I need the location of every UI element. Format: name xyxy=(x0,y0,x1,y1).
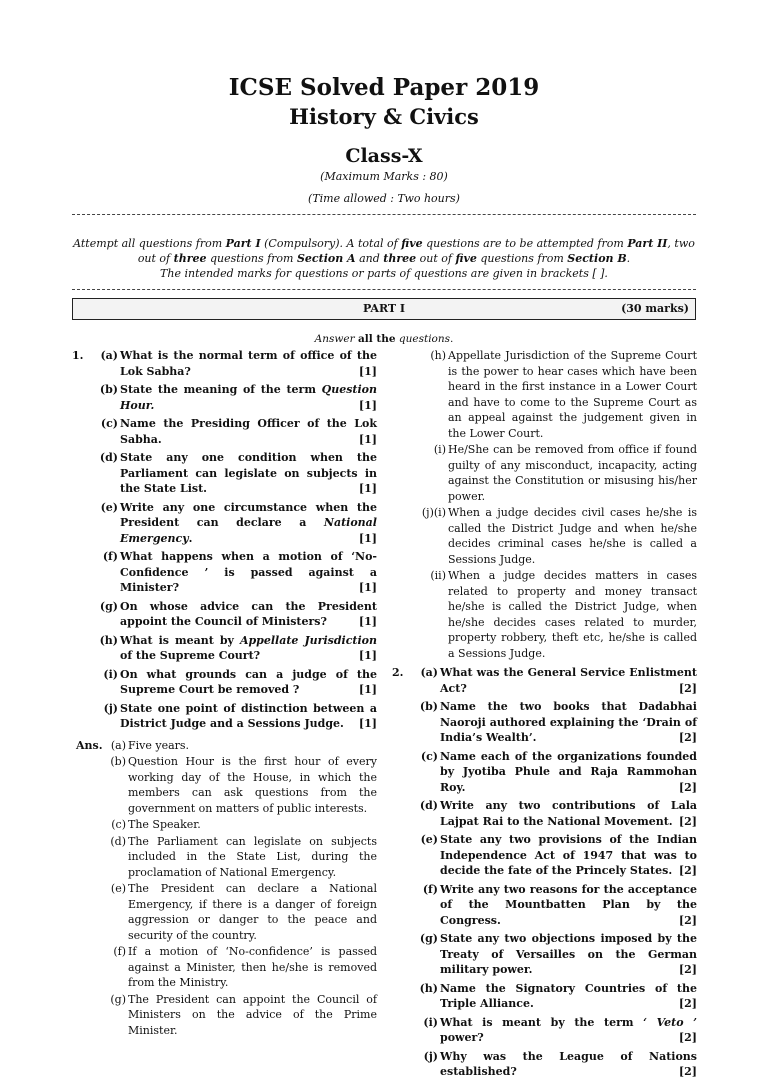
question-label: (g) xyxy=(99,599,118,613)
paper-title: ICSE Solved Paper 2019 xyxy=(228,74,540,101)
answer-item xyxy=(72,817,377,833)
question-item xyxy=(72,416,377,447)
answer-item xyxy=(392,348,697,441)
question-marks: [2] xyxy=(678,864,697,877)
question-label: (c) xyxy=(100,417,118,430)
instructions-line-2: The intended marks for questions or parts of questions are given in brackets [ ]. xyxy=(160,267,608,280)
question-2 xyxy=(392,665,697,1080)
question-marks: [1] xyxy=(358,432,377,446)
answer-text: If a motion of ‘No-confidence’ is passed against a Minister, then he/she is removed from the Ministry. xyxy=(128,945,377,989)
question-text: What happens when a motion of ‘No-Confidence ’ is passed against a Minister? [1] xyxy=(120,550,377,594)
question-label: (d) xyxy=(419,799,438,812)
answer-item-label: (i) xyxy=(433,443,446,456)
answer-item xyxy=(72,992,377,1039)
question-1 xyxy=(72,348,377,732)
divider xyxy=(72,289,696,290)
question-label: (c) xyxy=(420,749,438,763)
question-marks: [1] xyxy=(358,683,377,696)
question-label: (h) xyxy=(419,981,438,995)
question-item xyxy=(392,1015,697,1046)
question-marks: [1] xyxy=(358,531,377,545)
answer-item xyxy=(392,505,697,567)
answer-text: When a judge decides civil cases he/she is called the District Judge and when he/she decides criminal cases he/she is called a Sessions Judge. xyxy=(448,506,697,566)
question-marks: [2] xyxy=(678,913,697,927)
question-marks: [2] xyxy=(678,997,697,1010)
question-item xyxy=(72,633,377,664)
question-label: (f) xyxy=(102,550,118,563)
question-marks: [2] xyxy=(678,731,697,744)
question-text: On what grounds can a judge of the Supreme Court be removed ? [1] xyxy=(120,667,377,696)
answer-text: The President can appoint the Council of Ministers on the advice of the Prime Minister. xyxy=(128,992,377,1037)
question-marks: [2] xyxy=(678,681,697,695)
instructions xyxy=(72,236,696,281)
question-term: National Emergency xyxy=(120,516,377,545)
question-marks: [2] xyxy=(678,780,697,794)
answer-text: The Parliament can legislate on subjects included in the State List, during the proclamation of National Emergency. xyxy=(128,834,377,879)
answer-text: Appellate Jurisdiction of the Supreme Court is the power to hear cases which have been heard in the first instance in a Lower Court and have to come to the Supreme Court as an appeal against the judgement given in the Lower Court. xyxy=(448,349,697,440)
right-column xyxy=(392,348,697,1083)
question-text: State the meaning of the term Question Hour. [1] xyxy=(120,383,377,412)
question-item xyxy=(392,798,697,829)
answer-text: When a judge decides matters in cases related to property and money transact he/she is called the District Judge, when he/she decides cases related to murder, property robbery, theft etc, he/she is called a Sessions Judge. xyxy=(448,569,697,660)
question-label: (e) xyxy=(100,500,118,514)
question-text: What is meant by the term ‘ Veto ’ power? [2] xyxy=(440,1015,697,1044)
question-term: Appellate Jurisdiction xyxy=(239,633,377,647)
question-marks: [1] xyxy=(358,482,377,495)
answer-item-label: (g) xyxy=(110,992,126,1006)
question-label: (b) xyxy=(419,700,438,713)
question-item xyxy=(72,701,377,732)
answer-item-label: (f) xyxy=(113,945,126,958)
question-item xyxy=(392,832,697,879)
question-marks: [1] xyxy=(358,717,377,730)
question-text: Name the two books that Dadabhai Naoroji authored explaining the ‘Drain of India’s Wealth’. [2] xyxy=(440,700,697,744)
question-text: What was the General Service Enlistment Act? [2] xyxy=(440,666,697,695)
answer-1-continued xyxy=(392,348,697,661)
answer-text: Question Hour is the first hour of every working day of the House, in which the members can ask questions from the government on matters of public interests. xyxy=(128,755,377,815)
question-text: Write any one circumstance when the President can declare a National Emergency. [1] xyxy=(120,500,377,545)
question-label: (i) xyxy=(103,667,118,681)
question-text: Name each of the organizations founded by Jyotiba Phule and Raja Rammohan Roy. [2] xyxy=(440,749,697,794)
answer-label: Ans. xyxy=(76,738,103,752)
left-column xyxy=(72,348,377,1039)
question-label: (g) xyxy=(419,932,438,945)
question-text: Name the Presiding Officer of the Lok Sabha. [1] xyxy=(120,417,377,446)
question-text: Write any two reasons for the acceptance of the Mountbatten Plan by the Congress. [2] xyxy=(440,882,697,927)
question-number: 1. xyxy=(72,349,84,362)
class-title: Class-X xyxy=(345,145,423,167)
question-marks: [2] xyxy=(678,1065,697,1078)
answer-item xyxy=(72,754,377,816)
question-item xyxy=(72,500,377,547)
question-text: On whose advice can the President appoint the Council of Ministers? [1] xyxy=(120,599,377,628)
question-label: (h) xyxy=(99,633,118,647)
question-item xyxy=(392,981,697,1012)
answer-1 xyxy=(72,738,377,1039)
part-name: PART I xyxy=(362,302,406,315)
question-marks: [1] xyxy=(358,649,377,662)
question-text: What is the normal term of office of the Lok Sabha? [1] xyxy=(120,349,377,378)
question-marks: [2] xyxy=(678,1031,697,1044)
question-text: Why was the League of Nations established? [2] xyxy=(440,1049,697,1078)
question-marks: [1] xyxy=(358,581,377,594)
answer-item xyxy=(72,944,377,991)
question-text: State any two provisions of the Indian Independence Act of 1947 that was to decide the fate of the Princely States. [2] xyxy=(440,833,697,877)
answer-item-label: (a) xyxy=(110,738,126,752)
answer-item xyxy=(392,568,697,661)
answer-all-instruction: Answer all the questions. xyxy=(314,333,454,345)
answer-text: He/She can be removed from office if found guilty of any misconduct, incapacity, acting against the Constitution or misusing his/her power. xyxy=(448,443,697,503)
answer-item xyxy=(72,738,377,754)
question-item xyxy=(392,1049,697,1080)
question-label: (a) xyxy=(420,666,438,679)
subject-title: History & Civics xyxy=(289,104,479,129)
question-marks: [1] xyxy=(358,364,377,378)
question-text: State any two objections imposed by the Treaty of Versailles on the German military power. [2] xyxy=(440,932,697,976)
question-marks: [1] xyxy=(358,615,377,628)
question-term: ‘ Veto ’ xyxy=(643,1015,697,1029)
question-number: 2. xyxy=(392,666,404,679)
answer-item-label: (d) xyxy=(110,834,126,848)
question-item xyxy=(72,382,377,413)
answer-text: Five years. xyxy=(128,738,190,752)
answer-item-label: (c) xyxy=(111,818,126,831)
question-label: (f) xyxy=(422,882,438,896)
question-text: State any one condition when the Parliament can legislate on subjects in the State List. [1] xyxy=(120,451,377,495)
answer-item xyxy=(72,834,377,881)
question-item xyxy=(392,699,697,746)
question-label: (b) xyxy=(99,383,118,396)
question-item xyxy=(72,549,377,596)
answer-item xyxy=(392,442,697,504)
question-label: (j) xyxy=(423,1049,438,1063)
question-text: Write any two contributions of Lala Lajpat Rai to the National Movement. [2] xyxy=(440,799,697,828)
question-term: Question Hour. xyxy=(120,383,377,412)
answer-item-label: (j)(i) xyxy=(421,506,446,519)
question-label: (i) xyxy=(423,1015,438,1029)
answer-item-label: (h) xyxy=(430,349,446,362)
question-label: (j) xyxy=(103,701,118,715)
question-item xyxy=(392,749,697,796)
question-marks: [2] xyxy=(678,814,697,828)
question-label: (d) xyxy=(99,451,118,464)
part-header xyxy=(72,298,696,320)
answer-item-label: (b) xyxy=(110,755,126,768)
question-item xyxy=(72,450,377,497)
question-marks: [1] xyxy=(358,398,377,412)
max-marks: (Maximum Marks : 80) xyxy=(320,170,448,183)
question-label: (e) xyxy=(420,833,438,846)
time-allowed: (Time allowed : Two hours) xyxy=(308,192,460,205)
question-item xyxy=(392,931,697,978)
instructions-line-1: Attempt all questions from Part I (Compulsory). A total of five questions are to be attempted from Part II, two out of three questions from Section A and three out of five questions from Section B. xyxy=(73,237,695,265)
question-text: What is meant by Appellate Jurisdiction of the Supreme Court? [1] xyxy=(120,633,377,662)
question-item xyxy=(72,667,377,698)
question-item xyxy=(72,599,377,630)
question-label: (a) xyxy=(100,349,118,362)
answer-item-label: (ii) xyxy=(430,569,446,582)
question-text: Name the Signatory Countries of the Triple Alliance. [2] xyxy=(440,981,697,1010)
question-item xyxy=(392,665,697,696)
answer-item xyxy=(72,881,377,943)
question-text: State one point of distinction between a District Judge and a Sessions Judge. [1] xyxy=(120,701,377,730)
answer-text: The President can declare a National Emergency, if there is a danger of foreign aggression or danger to the peace and security of the country. xyxy=(128,882,377,942)
divider xyxy=(72,214,696,215)
part-marks: (30 marks) xyxy=(621,302,689,315)
question-item xyxy=(72,348,377,379)
answer-item-label: (e) xyxy=(110,882,126,895)
answer-text: The Speaker. xyxy=(128,818,201,831)
question-marks: [2] xyxy=(678,963,697,976)
question-item xyxy=(392,882,697,929)
